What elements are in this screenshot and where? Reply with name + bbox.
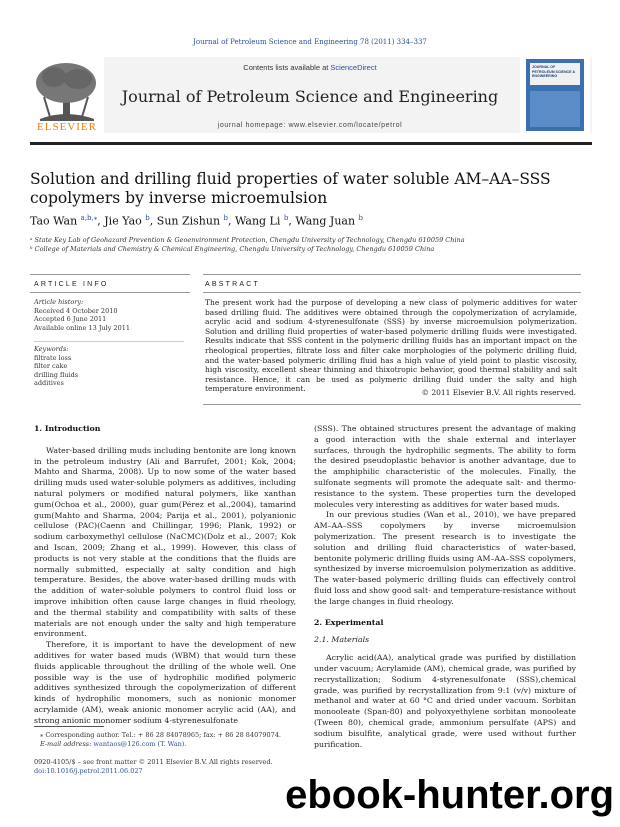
corresponding-author: ⁎ Corresponding author. Tel.: + 86 28 84078965; fax: + 86 28 84079074.: [40, 731, 281, 739]
divider: [203, 404, 581, 405]
paragraph: Water-based drilling muds including bentonite are long known in the petroleum industry (Ali and Barrufet, 2001; Kok, 2004; Mahto and Sharma, 2008). Up to now some of the water based drilling muds used water-soluble polymers as additives, including natural polymers or modified natural polymers, like xanthan gum(Ochoa et al., 2000), guar gum(Pérez et al.,2004), tamarind gum(Mahto and Sharma, 2004; Parija et al., 2001), polyanionic cellulose (PAC)(Caenn and Chillingar, 1996; Plank, 1992) or sodium carboxymethyl cellulose (NaCMC)(Dolz et al., 2007; Kok and Iscan, 2009; Zhang et al., 1999). However, this class of products is not very stable at the conditions that the fluids are normally submitted, especially at salty condition and high temperature. Besides, the above water-based drilling muds with the addition of water-soluble polymers to control fluid loss or improve inhibition often cause large changes in fluid rheology, and the thermal stability and compatibility with salts of these materials are not enough under the salty and high temperature environment.: [34, 445, 296, 639]
subsection-heading-materials: 2.1. Materials: [314, 635, 370, 645]
abstract-copyright: © 2011 Elsevier B.V. All rights reserved.: [421, 388, 576, 397]
section-heading-experimental: 2. Experimental: [314, 617, 384, 627]
elsevier-logo: [30, 57, 104, 133]
running-head: Journal of Petroleum Science and Engineering 78 (2011) 334–337: [193, 38, 427, 46]
article-info-heading: ARTICLE INFO: [34, 281, 109, 288]
divider: [30, 292, 190, 293]
author-list: Tao Wan $^{a,b,⁎}$, Jie Yao $^b$, Sun Zishun $^b$, Wang Li $^b$, Wang Juan $^b$: [30, 214, 364, 228]
author-sup[interactable]: b: [283, 214, 289, 222]
cover-title: JOURNAL OF PETROLEUM SCIENCE & ENGINEERING: [532, 65, 576, 78]
keywords-label: Keywords:: [34, 345, 69, 353]
masthead-rule: [30, 142, 592, 145]
journal-cover: [520, 57, 590, 133]
author: Tao Wan: [30, 214, 78, 228]
footnote-rule: [34, 726, 104, 727]
author: Sun Zishun: [156, 214, 221, 228]
divider: [203, 274, 581, 275]
author-sup[interactable]: b: [358, 214, 364, 222]
watermark: ebook-hunter.org: [150, 768, 620, 822]
history-item: Received 4 October 2010: [34, 306, 118, 315]
contents-line: [104, 63, 516, 72]
author-sup[interactable]: a,b,⁎: [80, 214, 98, 222]
doi-link[interactable]: doi:10.1016/j.petrol.2011.06.027: [34, 766, 143, 775]
history-item: Accepted 6 June 2011: [34, 315, 107, 323]
paragraph: (SSS). The obtained structures present the advantage of making a good interaction with the shale external and interlayer surfaces, through the hydrophilic segments. The ability to form the desired pseudoplastic behavior is another advantage, due to the amphiphilic characteristic of the molecules. Finally, the sulfonate segments will promote the adequate salt- and thermo-resistance to the system. These properties turn the developed molecules very interesting as additives for water based muds.: [314, 424, 576, 509]
article-title: Solution and drilling fluid properties of water soluble AM–AA–SSS copolymers by inverse microemulsion: [30, 170, 551, 207]
journal-homepage[interactable]: journal homepage: www.elsevier.com/locate/petrol: [217, 122, 403, 129]
email-link[interactable]: wantaos@126.com (T. Wan).: [93, 739, 187, 748]
article-info: [34, 298, 184, 388]
author-sup[interactable]: b: [223, 214, 229, 222]
keyword: additives: [34, 379, 64, 387]
affiliation: ᵃ State Key Lab of Geohazard Prevention & Geoenvironment Protection, Chengdu University of Technology, Chengdu 610059 China: [30, 236, 465, 244]
publisher-name: ELSEVIER: [37, 121, 97, 133]
divider: [203, 292, 581, 293]
paragraph: In our previous studies (Wan et al., 2010), we have prepared AM–AA–SSS copolymers by inverse microemulsion polymerization. The present research is to investigate the solution and drilling fluid characteristics of water-based, bentonite polymeric drilling fluids using AM–AA–SSS copolymers, synthesized by inverse microemulsion polymerization as additive. The water-based polymeric drilling fluids can effectively control fluid loss and show good salt- and temperature-resistance without the large changes in fluid rheology.: [314, 510, 576, 606]
divider: [30, 274, 190, 275]
author-sup[interactable]: b: [145, 214, 150, 222]
author: Jie Yao: [104, 214, 142, 228]
affiliation: ᵇ College of Materials and Chemistry & Chemical Engineering, Chengdu University of Technology, Chengdu 610059 China: [30, 245, 435, 253]
journal-title: Journal of Petroleum Science and Engineering: [121, 87, 499, 106]
right-column: [314, 424, 576, 750]
keyword: filtrate loss: [34, 353, 72, 362]
issn-line: 0920-4105/$ – see front matter © 2011 Elsevier B.V. All rights reserved.: [34, 758, 273, 766]
abstract-text: The present work had the purpose of developing a new class of polymeric additives for water based drilling fluid. The additives were obtained through the copolymerization of acrylamide, acrylic acid and sodium 4-styrenesulfonate (SSS) by inverse microemulsion polymerization. Solution and drilling fluid properties of water-based polymeric drilling fluids were investigated. Results indicate that SSS content in the polymeric drilling fluids has an important impact on the rheological properties, filtrate loss and filter cake morphologies of the polymeric drilling fluid, and the water-based polymeric drilling fluid has a high value of yield point to plastic viscosity, high viscosity, excellent shear thinning and thixotropic behavior, good thermal stability and salt resistance. Hence, it can be used as polymeric drilling fluid under the salty and high temperature environment.: [205, 298, 577, 394]
footnote-corresponding: [40, 731, 295, 748]
keyword: filter cake: [34, 362, 68, 370]
author: Wang Li: [235, 214, 281, 228]
paragraph: Therefore, it is important to have the development of new additives for water based muds (WBM) that would turn these fluids applicable throughout the drilling of the whole well. One possible way is the use of hydrophilic modified polymeric additives synthesized through the copolymerization of different kinds of hydrophilic monomers, such as nonionic monomer acrylamide (AM), weak anionic monomer acrylic acid (AA), and strong anionic monomer sodium 4-styrenesulfonate: [34, 640, 296, 725]
section-heading-introduction: 1. Introduction: [34, 424, 101, 433]
paragraph: Acrylic acid(AA), analytical grade was purified by distillation under vacuum; Acrylamide (AM), chemical grade, was purified by recrystallization; Sodium 4-styrenesulfonate (SSS),chemical grade, was purified by recrystallization from 9:1 (v/v) mixture of methanol and water at 60 °C and dried under vacuum. Sorbitan monooleate (Span-80) and polyoxyethylene sorbitan monooleate (Tween 80), chemical grade, ammonium persulfate (APS) and sodium bisulfite, analytical grade, were used without further purification.: [314, 653, 576, 749]
left-column: [34, 424, 296, 727]
contents-prefix: Contents lists available at: [243, 63, 331, 72]
history-item: Available online 13 July 2011: [34, 323, 131, 332]
history-label: Article history:: [34, 298, 84, 306]
sciencedirect-link[interactable]: ScienceDirect: [330, 63, 377, 72]
email-label: E-mail address:: [40, 739, 92, 748]
abstract-heading: ABSTRACT: [205, 281, 260, 288]
affiliations: [30, 236, 590, 254]
keyword: drilling fluids: [34, 370, 79, 379]
author: Wang Juan: [295, 214, 356, 228]
